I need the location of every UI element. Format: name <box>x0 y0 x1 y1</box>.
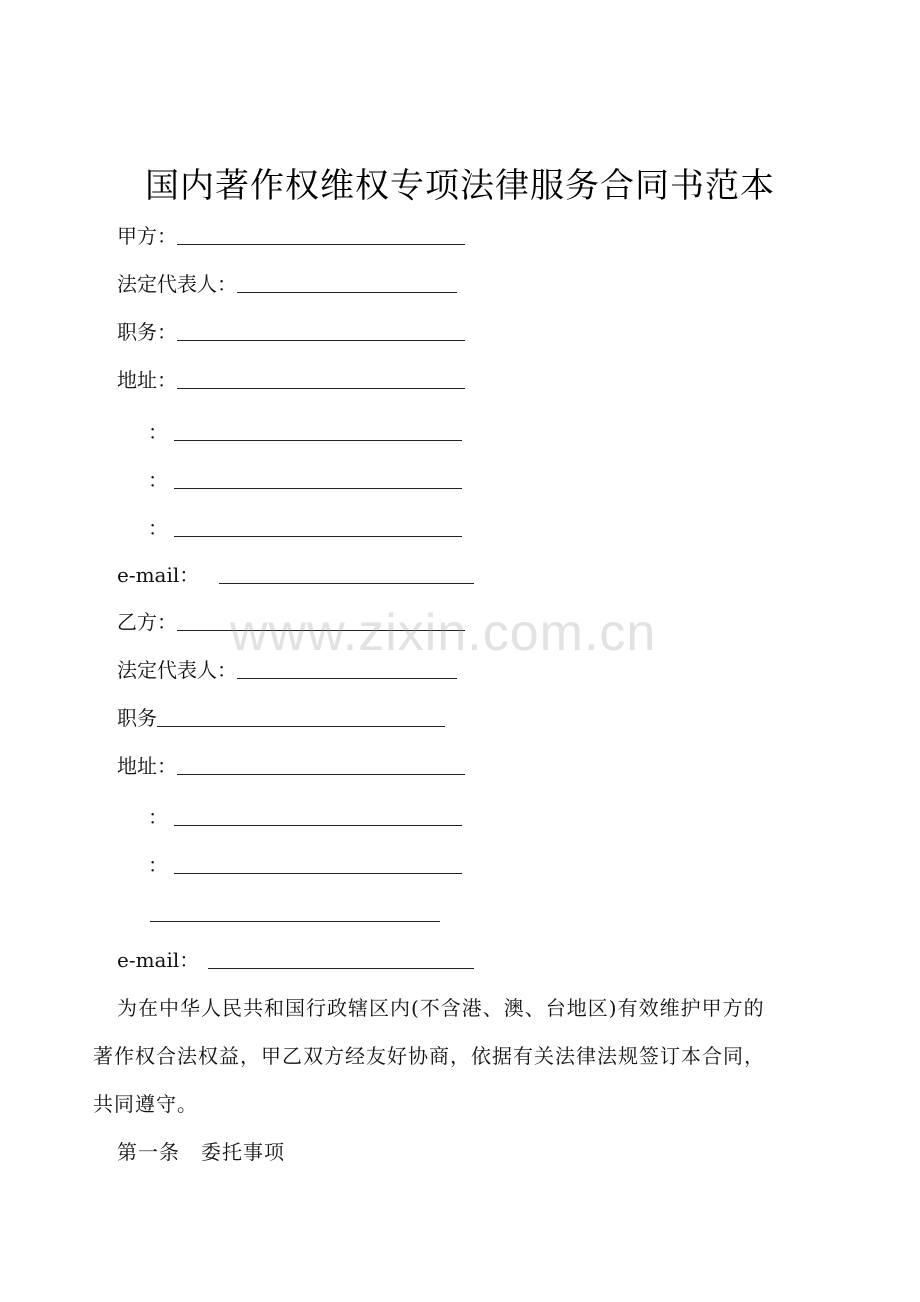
party-b-blank2-field <box>148 851 462 879</box>
watermark: www.zixin.com.cn <box>230 604 657 662</box>
party-b-name-field <box>117 608 465 636</box>
party-b-name-blank[interactable] <box>177 630 465 631</box>
party-b-rep-blank[interactable] <box>237 678 457 679</box>
party-a-rep-field <box>117 270 457 298</box>
party-b-name-label: 乙方： <box>117 610 177 634</box>
party-a-rep-blank[interactable] <box>237 292 457 293</box>
party-a-blank2-line[interactable] <box>174 488 462 489</box>
party-a-name-label: 甲方： <box>117 224 177 248</box>
party-b-position-blank[interactable] <box>157 726 445 727</box>
party-b-blank1-label: ： <box>148 805 168 829</box>
party-a-address-field <box>117 366 465 394</box>
party-b-address-blank[interactable] <box>177 774 465 775</box>
party-b-position-field <box>117 704 445 732</box>
party-a-email-blank[interactable] <box>219 583 474 584</box>
party-b-address-label: 地址： <box>117 754 177 778</box>
party-a-blank2-field <box>148 466 462 494</box>
party-a-address-blank[interactable] <box>177 388 465 389</box>
party-b-address-field <box>117 752 465 780</box>
party-a-blank2-label: ： <box>148 468 168 492</box>
party-a-name-blank[interactable] <box>177 244 465 245</box>
preamble-line-3: 共同遵守。 <box>93 1092 198 1116</box>
article-1-heading: 第一条 委托事项 <box>117 1140 285 1164</box>
party-b-position-label: 职务 <box>117 706 157 730</box>
party-a-blank1-field <box>148 418 462 446</box>
party-a-position-label: 职务： <box>117 320 177 344</box>
preamble-line-1: 为在中华人民共和国行政辖区内(不含港、澳、台地区)有效维护甲方的 <box>117 996 765 1020</box>
party-b-rep-field <box>117 656 457 684</box>
party-a-email-field <box>117 561 474 589</box>
party-a-position-blank[interactable] <box>177 340 465 341</box>
party-a-blank1-line[interactable] <box>174 440 462 441</box>
party-a-position-field <box>117 318 465 346</box>
party-a-blank3-label: ： <box>148 516 168 540</box>
party-a-name-field <box>117 222 465 250</box>
party-b-blank2-label: ： <box>148 853 168 877</box>
party-a-rep-label: 法定代表人： <box>117 272 237 296</box>
preamble-line-2: 著作权合法权益，甲乙双方经友好协商，依据有关法律法规签订本合同， <box>93 1044 765 1068</box>
party-b-blank1-field <box>148 803 462 831</box>
document-title: 国内著作权维权专项法律服务合同书范本 <box>145 166 775 206</box>
party-a-blank1-label: ： <box>148 420 168 444</box>
party-b-blank2-line[interactable] <box>174 873 462 874</box>
party-a-blank3-line[interactable] <box>174 536 462 537</box>
party-a-blank3-field <box>148 514 462 542</box>
party-b-blank3-line[interactable] <box>150 921 440 922</box>
party-a-address-label: 地址： <box>117 368 177 392</box>
party-b-email-field <box>117 946 474 974</box>
party-b-email-blank[interactable] <box>208 968 474 969</box>
party-b-blank1-line[interactable] <box>174 825 462 826</box>
party-b-email-label: e-mail： <box>117 948 200 972</box>
party-b-rep-label: 法定代表人： <box>117 658 237 682</box>
party-b-blank3-field <box>150 899 440 927</box>
party-a-email-label: e-mail： <box>117 563 200 587</box>
